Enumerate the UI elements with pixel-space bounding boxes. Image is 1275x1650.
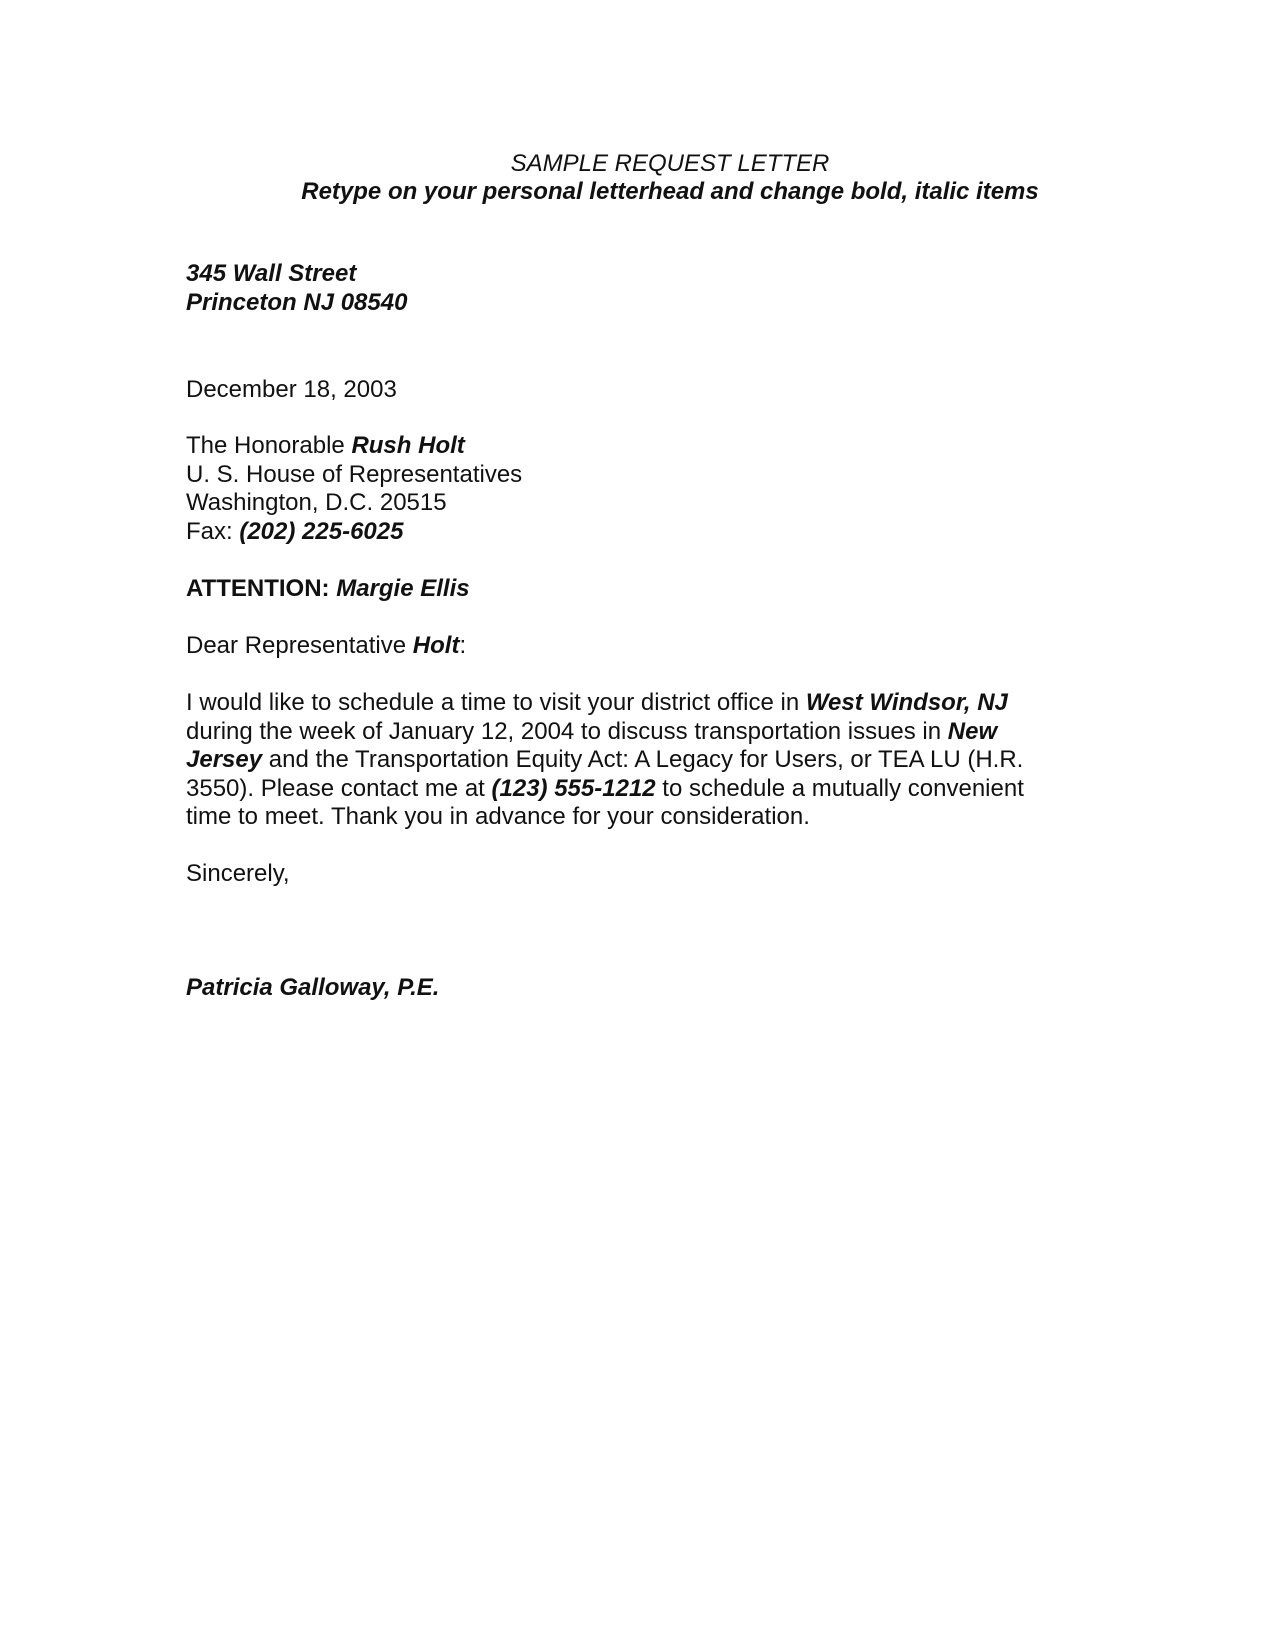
- recipient-address: [186, 432, 522, 546]
- body-line-3: [186, 746, 1024, 775]
- body-text-segment: during the week of January 12, 2004 to discuss transportation issues in: [186, 717, 948, 745]
- body-text-segment: I would like to schedule a time to visit your district office in: [186, 689, 806, 716]
- fax-number: (202) 225-6025: [239, 517, 404, 545]
- state-name-part: New: [947, 717, 998, 745]
- attention-label: ATTENTION:: [186, 575, 337, 602]
- recipient-name: Rush Holt: [351, 432, 465, 459]
- body-line-2: [186, 718, 1024, 747]
- body-text-segment: 3550). Please contact me at: [186, 774, 492, 802]
- recipient-city: Washington, D.C. 20515: [186, 489, 447, 516]
- closing: Sincerely,: [186, 860, 290, 887]
- recipient-office: U. S. House of Representatives: [186, 460, 523, 488]
- attention-name: Margie Ellis: [336, 575, 470, 602]
- salutation-prefix: Dear Representative: [186, 632, 413, 659]
- letter-title: SAMPLE REQUEST LETTER: [510, 150, 830, 177]
- recipient-honorific: The Honorable: [186, 432, 352, 459]
- letter-instruction: Retype on your personal letterhead and change bold, italic items: [301, 178, 1039, 205]
- salutation: [186, 632, 466, 661]
- body-line-4: [186, 775, 1024, 804]
- salutation-name: Holt: [412, 632, 460, 659]
- office-location: West Windsor, NJ: [805, 689, 1008, 716]
- salutation-suffix: :: [459, 632, 467, 659]
- body-text-segment: to schedule a mutually convenient: [655, 774, 1024, 802]
- body-text-segment: and the Transportation Equity Act: A Legacy for Users, or TEA LU (H.R.: [262, 746, 1024, 773]
- sender-street: 345 Wall Street: [186, 260, 357, 287]
- sender-city: Princeton NJ 08540: [186, 288, 408, 316]
- contact-phone: (123) 555-1212: [491, 774, 656, 802]
- letter-body: [186, 689, 1024, 832]
- body-line-5: time to meet. Thank you in advance for your consideration.: [186, 803, 810, 830]
- state-name-part: Jersey: [186, 746, 263, 773]
- body-line-1: [186, 689, 1024, 718]
- recipient-fax-line: [186, 518, 522, 547]
- fax-label: Fax:: [186, 517, 240, 545]
- attention-line: [186, 575, 470, 604]
- sender-address: [186, 260, 407, 317]
- letter-date: December 18, 2003: [186, 376, 397, 403]
- signature-name: Patricia Galloway, P.E.: [186, 974, 440, 1001]
- recipient-name-line: [186, 432, 522, 461]
